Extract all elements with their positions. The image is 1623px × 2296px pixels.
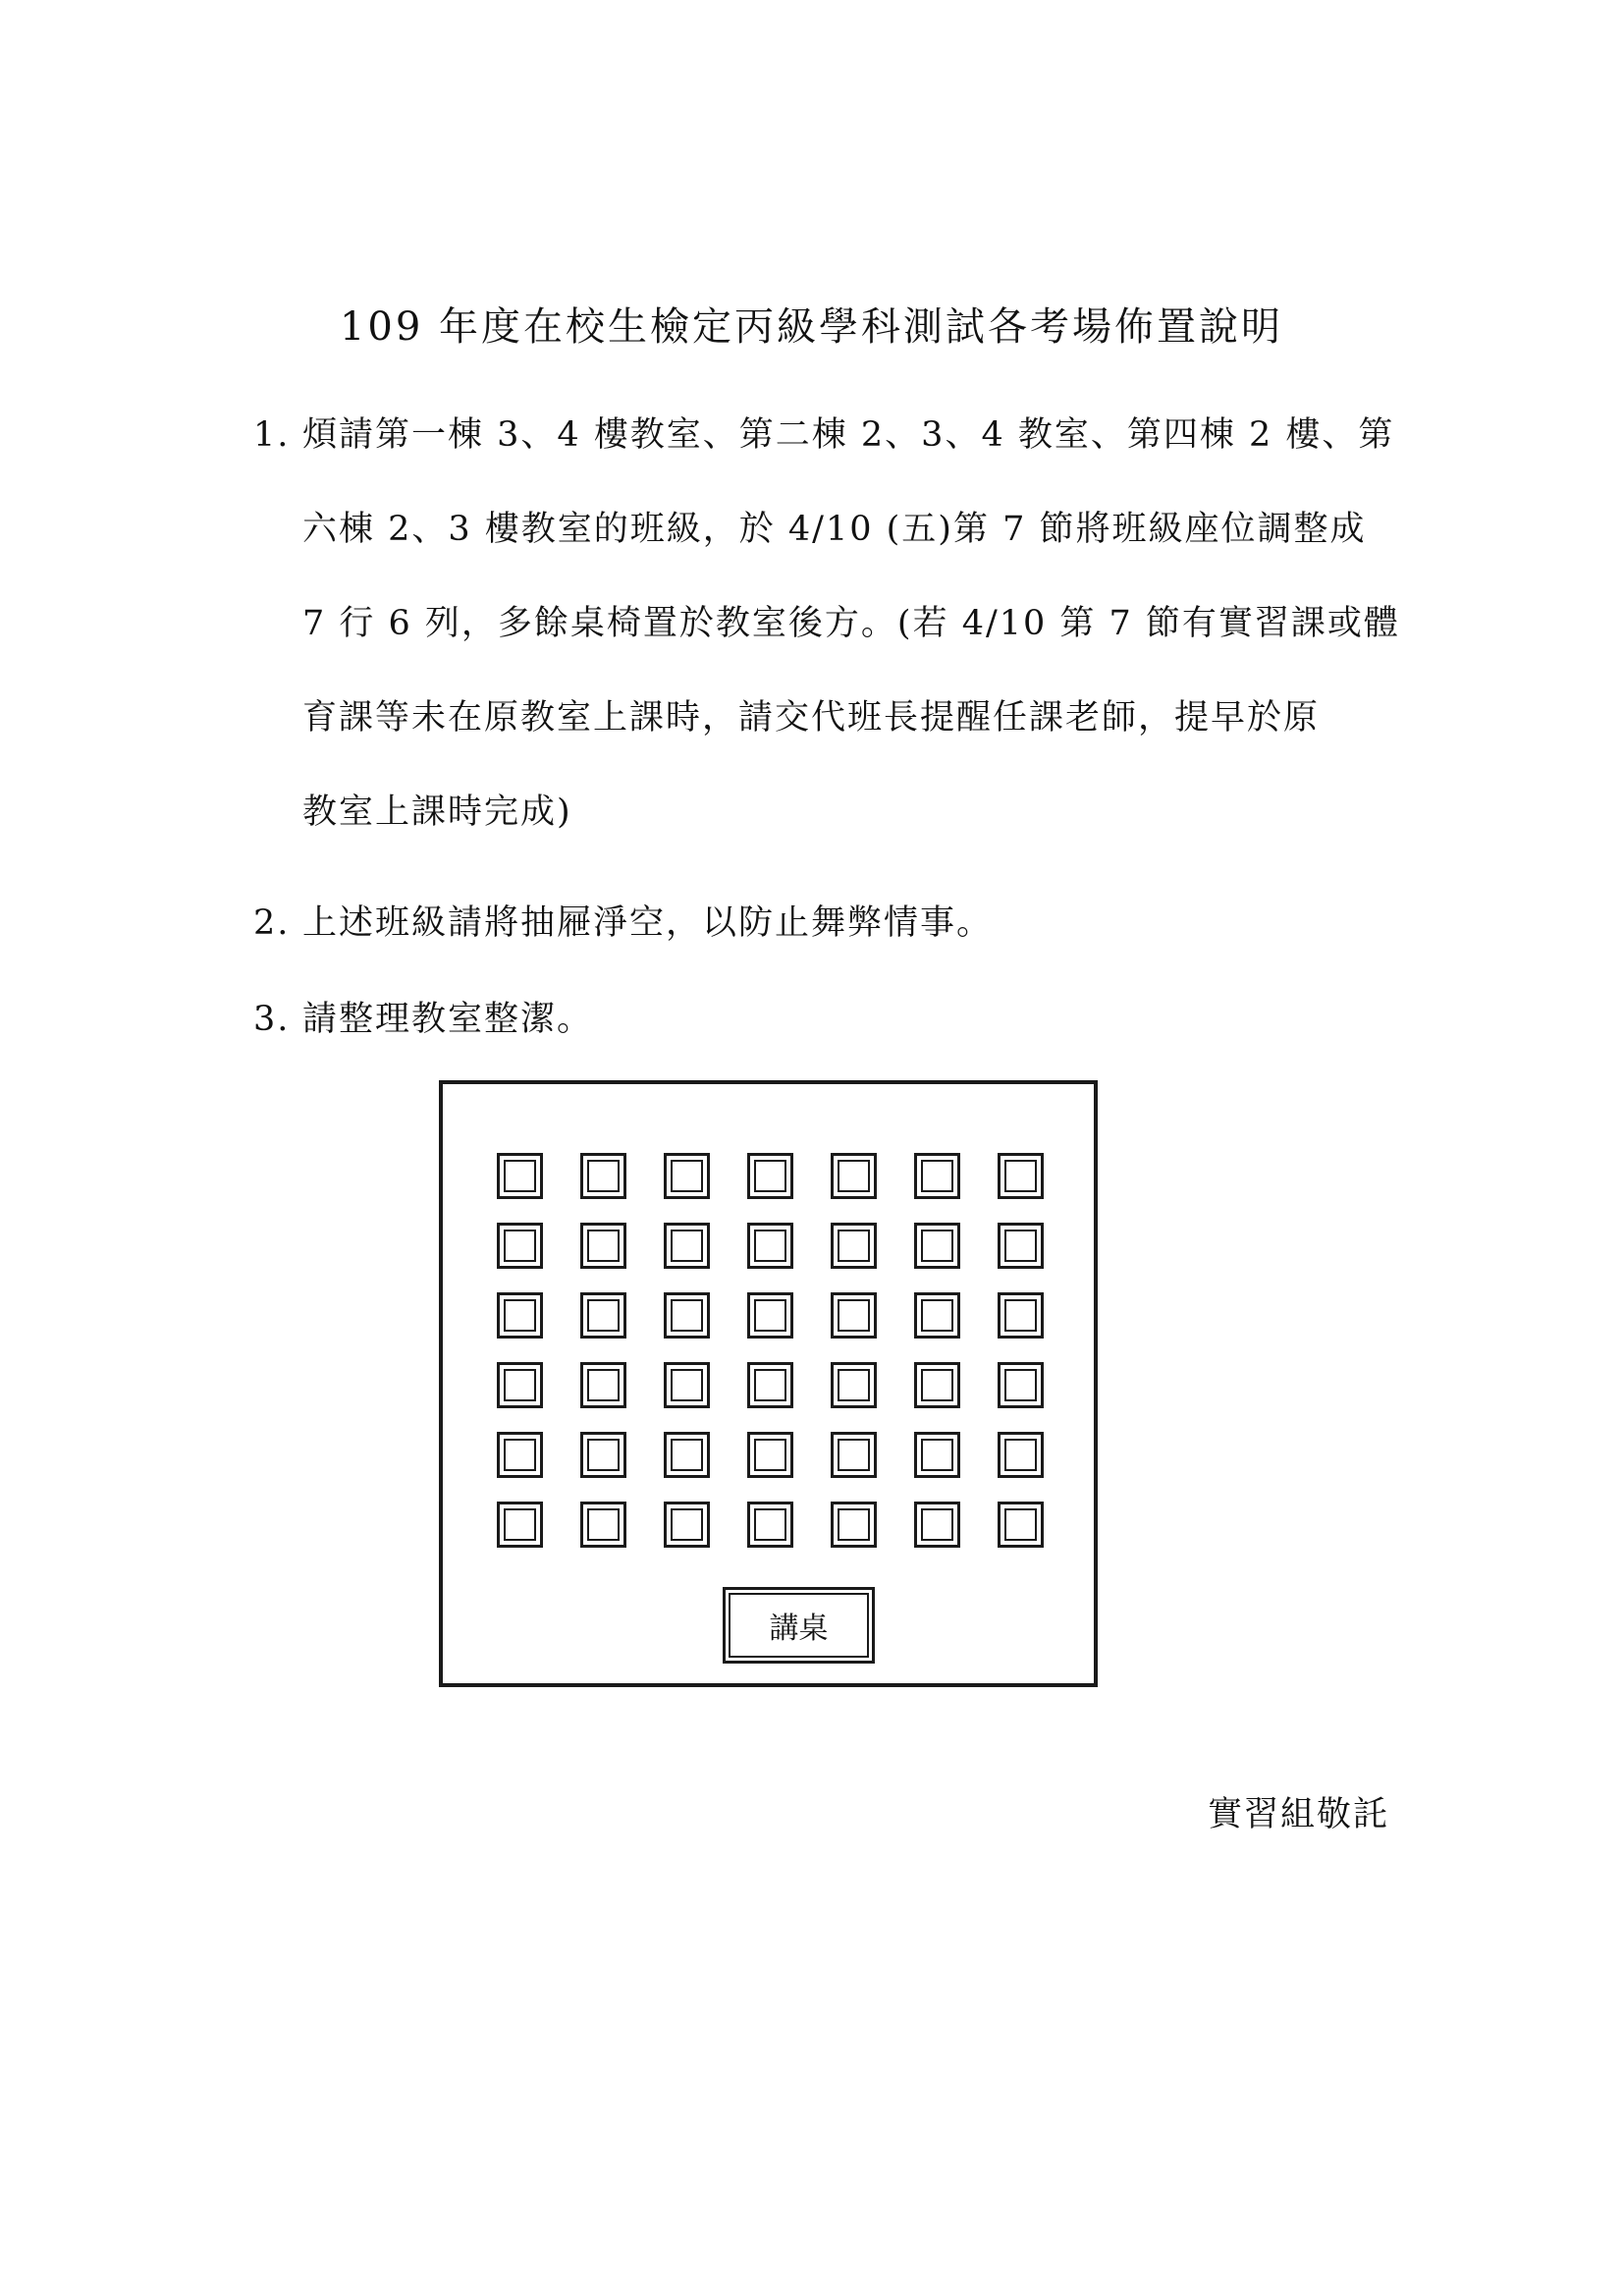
desk [831, 1362, 877, 1408]
desk [914, 1362, 960, 1408]
desk [831, 1502, 877, 1548]
desk [497, 1432, 543, 1478]
item-number: 1. [253, 415, 291, 455]
desk [664, 1362, 710, 1408]
item-line: 上述班級請將抽屜淨空，以防止舞弊情事。 [302, 903, 994, 943]
desk [914, 1153, 960, 1199]
item-line: 六棟 2、3 樓教室的班級，於 4/10 (五)第 7 節將班級座位調整成 [302, 510, 1367, 549]
desk [664, 1223, 710, 1269]
desk [664, 1502, 710, 1548]
desk [580, 1502, 626, 1548]
item-number: 2. [253, 903, 291, 943]
desk [998, 1362, 1044, 1408]
item-line: 煩請第一棟 3、4 樓教室、第二棟 2、3、4 教室、第四棟 2 樓、第 [302, 415, 1395, 455]
desk [914, 1223, 960, 1269]
classroom-seating-diagram [439, 1080, 1098, 1687]
desk [831, 1153, 877, 1199]
document-title: 109 年度在校生檢定丙級學科測試各考場佈置說明 [339, 304, 1284, 350]
desk [747, 1292, 793, 1339]
desk [914, 1432, 960, 1478]
desk [747, 1153, 793, 1199]
desk [747, 1502, 793, 1548]
desk [497, 1502, 543, 1548]
desk [580, 1223, 626, 1269]
desk [998, 1153, 1044, 1199]
desk [580, 1432, 626, 1478]
signature: 實習組敬託 [1207, 1795, 1389, 1834]
desk [747, 1432, 793, 1478]
desk [747, 1223, 793, 1269]
item-line: 育課等未在原教室上課時，請交代班長提醒任課老師，提早於原 [302, 698, 1321, 738]
item-line: 教室上課時完成) [302, 793, 572, 832]
desk [497, 1223, 543, 1269]
desk [998, 1502, 1044, 1548]
item-line: 請整理教室整潔。 [302, 1000, 594, 1039]
desk [998, 1292, 1044, 1339]
item-number: 3. [253, 1000, 291, 1039]
desk [747, 1362, 793, 1408]
desk [497, 1362, 543, 1408]
desk [664, 1432, 710, 1478]
desk [664, 1292, 710, 1339]
lectern: 講桌 [723, 1587, 875, 1664]
desk [831, 1432, 877, 1478]
desk [914, 1502, 960, 1548]
item-line: 7 行 6 列，多餘桌椅置於教室後方。(若 4/10 第 7 節有實習課或體 [302, 604, 1400, 643]
desk [580, 1362, 626, 1408]
desk [497, 1292, 543, 1339]
desk [580, 1153, 626, 1199]
desk [998, 1223, 1044, 1269]
desk [831, 1292, 877, 1339]
desk [998, 1432, 1044, 1478]
desk [497, 1153, 543, 1199]
desk [831, 1223, 877, 1269]
desk [914, 1292, 960, 1339]
desk [664, 1153, 710, 1199]
desk [580, 1292, 626, 1339]
